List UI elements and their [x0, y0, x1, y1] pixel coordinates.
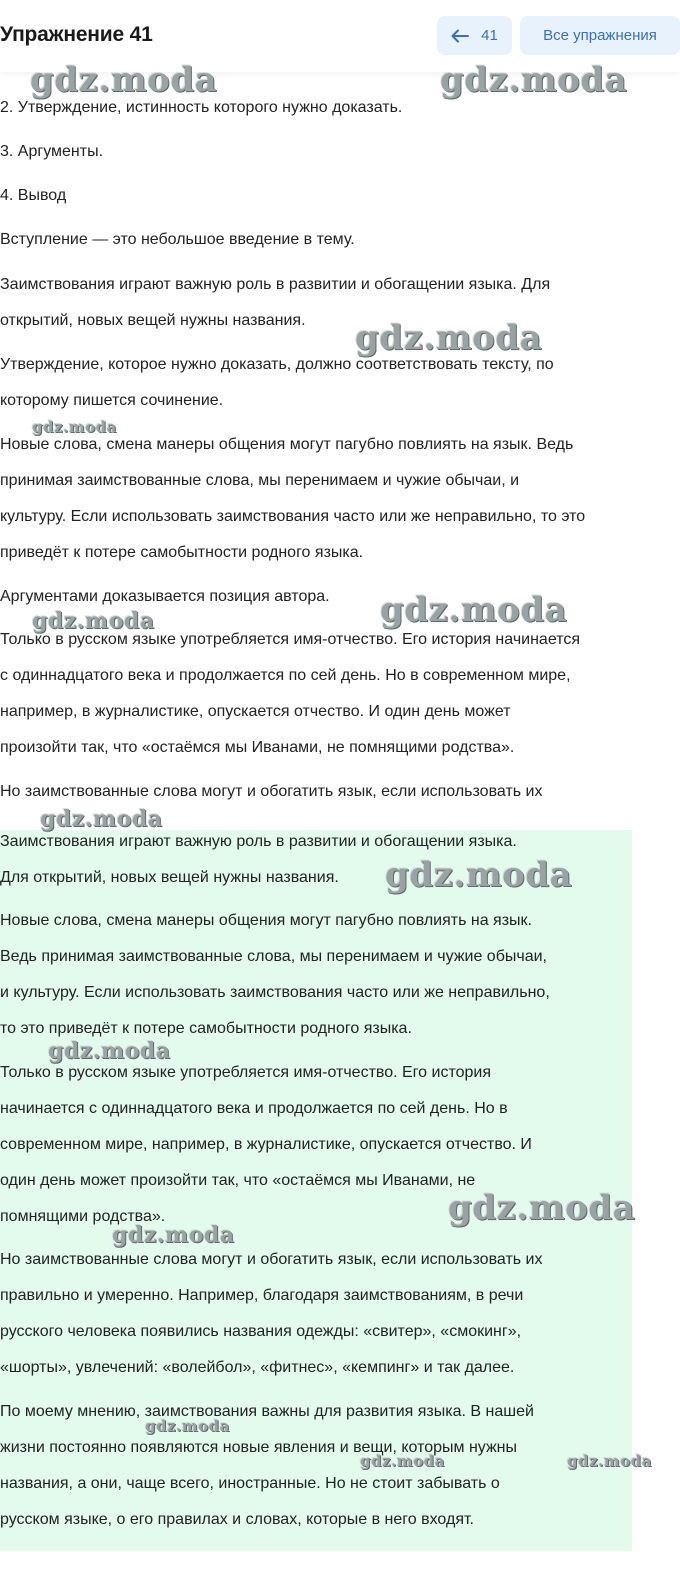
answer-line: «шорты», увлечений: «волейбол», «фитнес», «кемпинг» и так далее.	[0, 1359, 515, 1376]
watermark-logo: gdz.moda	[112, 1222, 235, 1248]
watermark-logo: gdz.moda	[145, 1417, 230, 1435]
arrow-left-icon	[451, 29, 469, 43]
watermark-logo: gdz.moda	[385, 855, 573, 895]
text-line: Заимствования играют важную роль в развитии и обогащении языка. Для	[0, 276, 551, 293]
answer-line: Новые слова, смена манеры общения могут пагубно повлиять на язык.	[0, 912, 532, 929]
answer-line: правильно и умеренно. Например, благодаря заимствованиям, в речи	[0, 1287, 524, 1304]
answer-line: названия, а они, чаще всего, иностранные. Но не стоит забывать о	[0, 1475, 500, 1492]
text-line: принимая заимствованные слова, мы перенимаем и чужие обычаи, и	[0, 472, 520, 489]
answer-line: русском языке, о его правилах и словах, которые в него входят.	[0, 1511, 474, 1528]
watermark-logo: gdz.moda	[448, 1188, 636, 1228]
text-line: культуру. Если использовать заимствования часто или же неправильно, то это	[0, 508, 586, 525]
text-line: Новые слова, смена манеры общения могут пагубно повлиять на язык. Ведь	[0, 436, 574, 453]
answer-line: По моему мнению, заимствования важны для развития языка. В нашей	[0, 1403, 534, 1420]
watermark-logo: gdz.moda	[48, 1038, 171, 1064]
watermark-logo: gdz.moda	[440, 60, 628, 100]
text-line: Только в русском языке употребляется имя-отчество. Его история начинается	[0, 631, 580, 648]
answer-line: помнящими родства».	[0, 1208, 166, 1225]
text-line: приведёт к потере самобытности родного языка.	[0, 544, 364, 561]
answer-line: Только в русском языке употребляется имя-отчество. Его история	[0, 1064, 491, 1081]
watermark-logo: gdz.moda	[32, 418, 117, 436]
answer-line: то это приведёт к потере самобытности родного языка.	[0, 1020, 412, 1037]
watermark-logo: gdz.moda	[380, 590, 568, 630]
all-exercises-button[interactable]	[520, 16, 680, 55]
text-line: 4. Вывод	[0, 187, 67, 204]
all-exercises-label: Все упражнения	[543, 27, 657, 44]
watermark-logo: gdz.moda	[40, 806, 163, 832]
text-line: которому пишется сочинение.	[0, 392, 224, 409]
page-title: Упражнение 41	[0, 23, 153, 46]
text-line: 3. Аргументы.	[0, 143, 104, 160]
answer-line: начинается с одиннадцатого века и продолжается по сей день. Но в	[0, 1100, 508, 1117]
answer-line: Заимствования играют важную роль в развитии и обогащении языка.	[0, 833, 517, 850]
text-line: Но заимствованные слова могут и обогатить язык, если использовать их	[0, 783, 543, 800]
answer-line: жизни постоянно появляются новые явления и вещи, которым нужны	[0, 1439, 518, 1456]
answer-line: Для открытий, новых вещей нужны названия.	[0, 869, 339, 886]
watermark-logo: gdz.moda	[567, 1452, 652, 1470]
text-line: открытий, новых вещей нужны названия.	[0, 312, 306, 329]
watermark-logo: gdz.moda	[30, 60, 218, 100]
text-line: Аргументами доказывается позиция автора.	[0, 588, 330, 605]
answer-line: Но заимствованные слова могут и обогатить язык, если использовать их	[0, 1251, 543, 1268]
text-line: произойти так, что «остаёмся мы Иванами, не помнящими родства».	[0, 739, 515, 756]
text-line: Утверждение, которое нужно доказать, должно соответствовать тексту, по	[0, 356, 554, 373]
watermark-logo: gdz.moda	[355, 318, 543, 358]
answer-line: и культуру. Если использовать заимствования часто или же неправильно,	[0, 984, 550, 1001]
text-line: с одиннадцатого века и продолжается по сей день. Но в современном мире,	[0, 667, 571, 684]
watermark-logo: gdz.moda	[360, 1452, 445, 1470]
back-button-label: 41	[481, 27, 498, 44]
page-header	[0, 0, 680, 72]
text-line: 2. Утверждение, истинность которого нужно доказать.	[0, 99, 403, 116]
answer-line: современном мире, например, в журналистике, опускается отчество. И	[0, 1136, 532, 1153]
watermark-logo: gdz.moda	[32, 608, 155, 634]
back-to-exercise-button[interactable]	[437, 16, 512, 55]
answer-line: Ведь принимая заимствованные слова, мы перенимаем и чужие обычаи,	[0, 948, 547, 965]
text-line: например, в журналистике, опускается отчество. И один день может	[0, 703, 511, 720]
answer-line: русского человека появились названия одежды: «свитер», «смокинг»,	[0, 1323, 522, 1340]
answer-line: один день может произойти так, что «остаёмся мы Иванами, не	[0, 1172, 476, 1189]
text-line: Вступление — это небольшое введение в тему.	[0, 231, 355, 248]
answer-block	[0, 830, 632, 1551]
